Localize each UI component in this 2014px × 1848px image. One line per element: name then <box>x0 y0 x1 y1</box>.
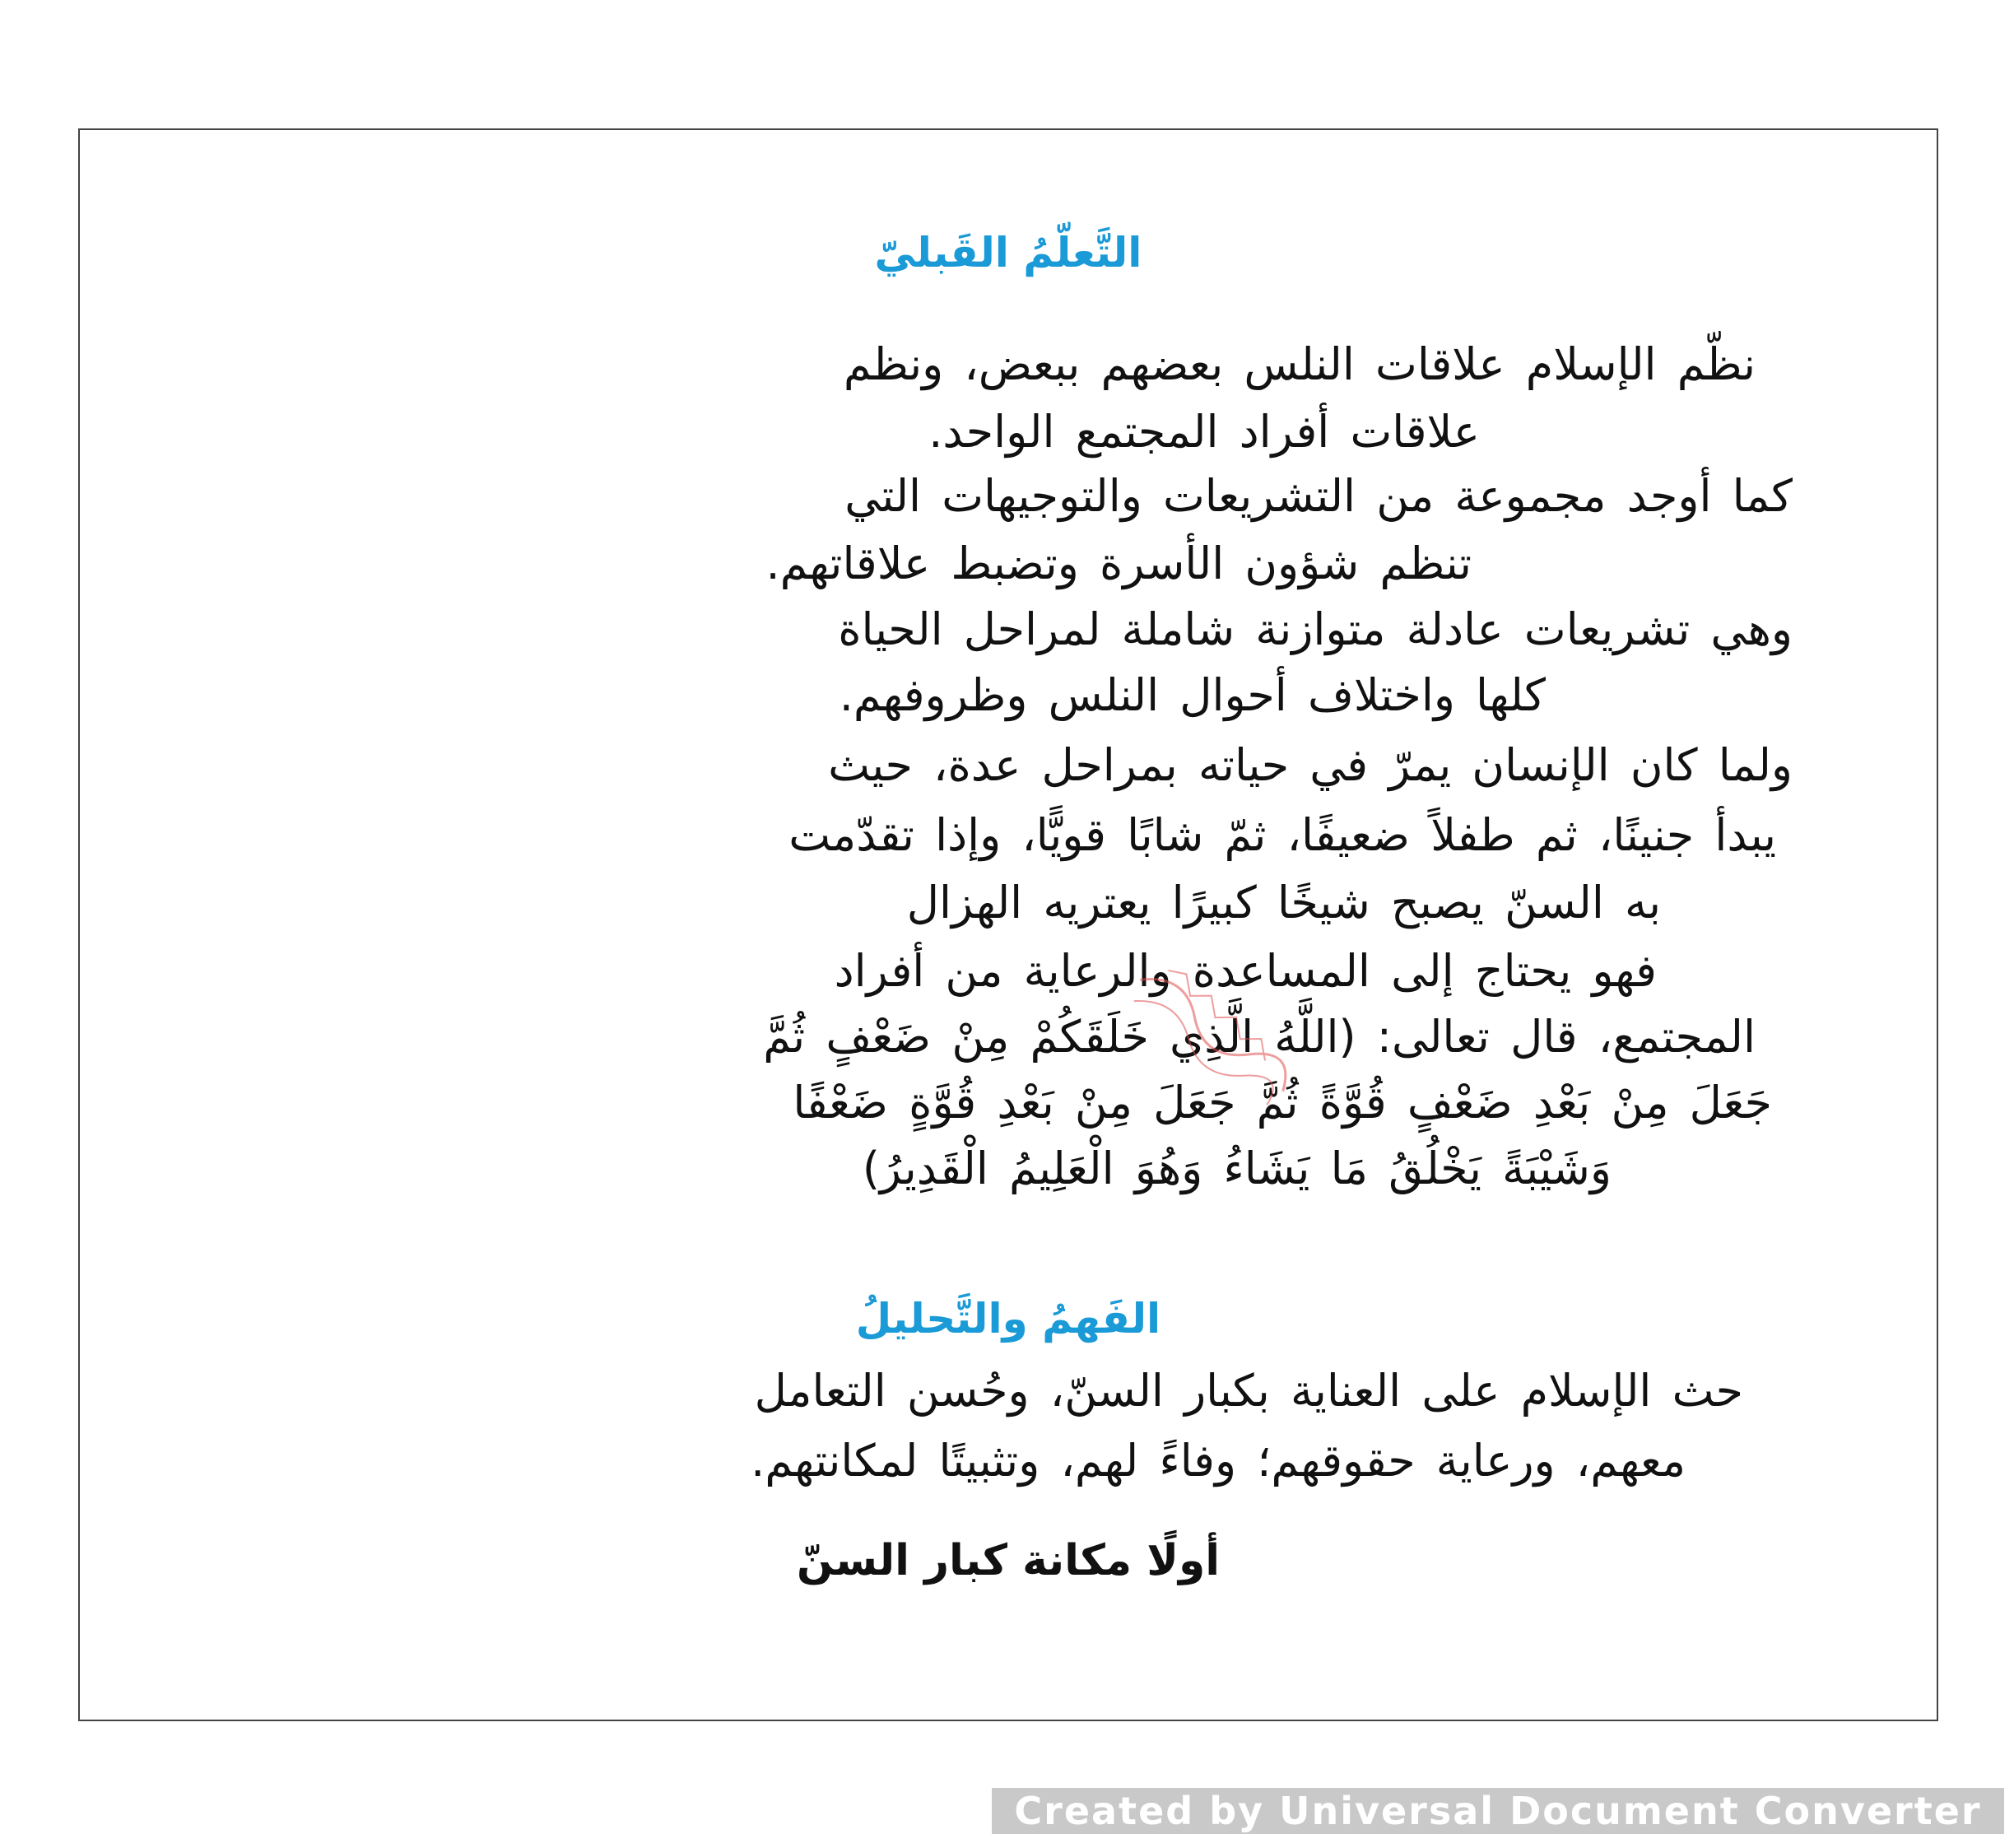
converter-watermark-text: Created by Universal Document Converter <box>1014 1789 1982 1833</box>
section-title-prior-learning: التَّعلّمُ القَبليّ <box>874 229 1142 277</box>
section-title-understanding: الفَهمُ والتَّحليلُ <box>855 1295 1161 1343</box>
text-line: فهو يحتاج إلى المساعدة والرعاية من أفراد <box>834 945 1657 997</box>
text-line: كلها واختلاف أحوال النلس وظروفهم. <box>839 669 1546 721</box>
text-line: كما أوجد مجموعة من التشريعات والتوجيهات التي <box>844 470 1793 522</box>
text-line: ولما كان الإنسان يمرّ في حياته بمراحل عدة، حيث <box>828 739 1793 791</box>
text-line: معهم، ورعاية حقوقهم؛ وفاءً لهم، وتثبيتًا لمكانتهم. <box>751 1435 1686 1487</box>
converter-watermark-banner <box>992 1788 2004 1834</box>
text-line: علاقات أفراد المجتمع الواحد. <box>928 406 1480 458</box>
text-line: نظّم الإسلام علاقات النلس بعضهم ببعض، ونظم <box>843 338 1756 390</box>
quran-verse-line: المجتمع، قال تعالى: (اللَّهُ الَّذِي خَلَقَكُمْ مِنْ ضَعْفٍ ثُمَّ <box>763 1011 1756 1063</box>
text-line: وهي تشريعات عادلة متوازنة شاملة لمراحل الحياة <box>838 603 1793 655</box>
text-line: حث الإسلام على العناية بكبار السنّ، وحُسن التعامل <box>754 1365 1743 1417</box>
text-line: يبدأ جنينًا، ثم طفلاً ضعيفًا، ثمّ شابًا قويًّا، وإذا تقدّمت <box>788 809 1776 861</box>
quran-verse-line: جَعَلَ مِنْ بَعْدِ ضَعْفٍ قُوَّةً ثُمَّ جَعَلَ مِنْ بَعْدِ قُوَّةٍ ضَعْفًا <box>793 1077 1772 1129</box>
text-line: تنظم شؤون الأسرة وتضبط علاقاتهم. <box>765 538 1472 589</box>
quran-verse-line: وَشَيْبَةً يَخْلُقُ مَا يَشَاءُ وَهُوَ الْعَلِيمُ الْقَدِيرُ) <box>862 1143 1612 1194</box>
text-line: به السنّ يصبح شيخًا كبيرًا يعتريه الهزال <box>906 877 1661 929</box>
document-page <box>78 128 1938 1721</box>
subheading-elderly-status: أولًا مكانة كبار السنّ <box>796 1536 1221 1585</box>
